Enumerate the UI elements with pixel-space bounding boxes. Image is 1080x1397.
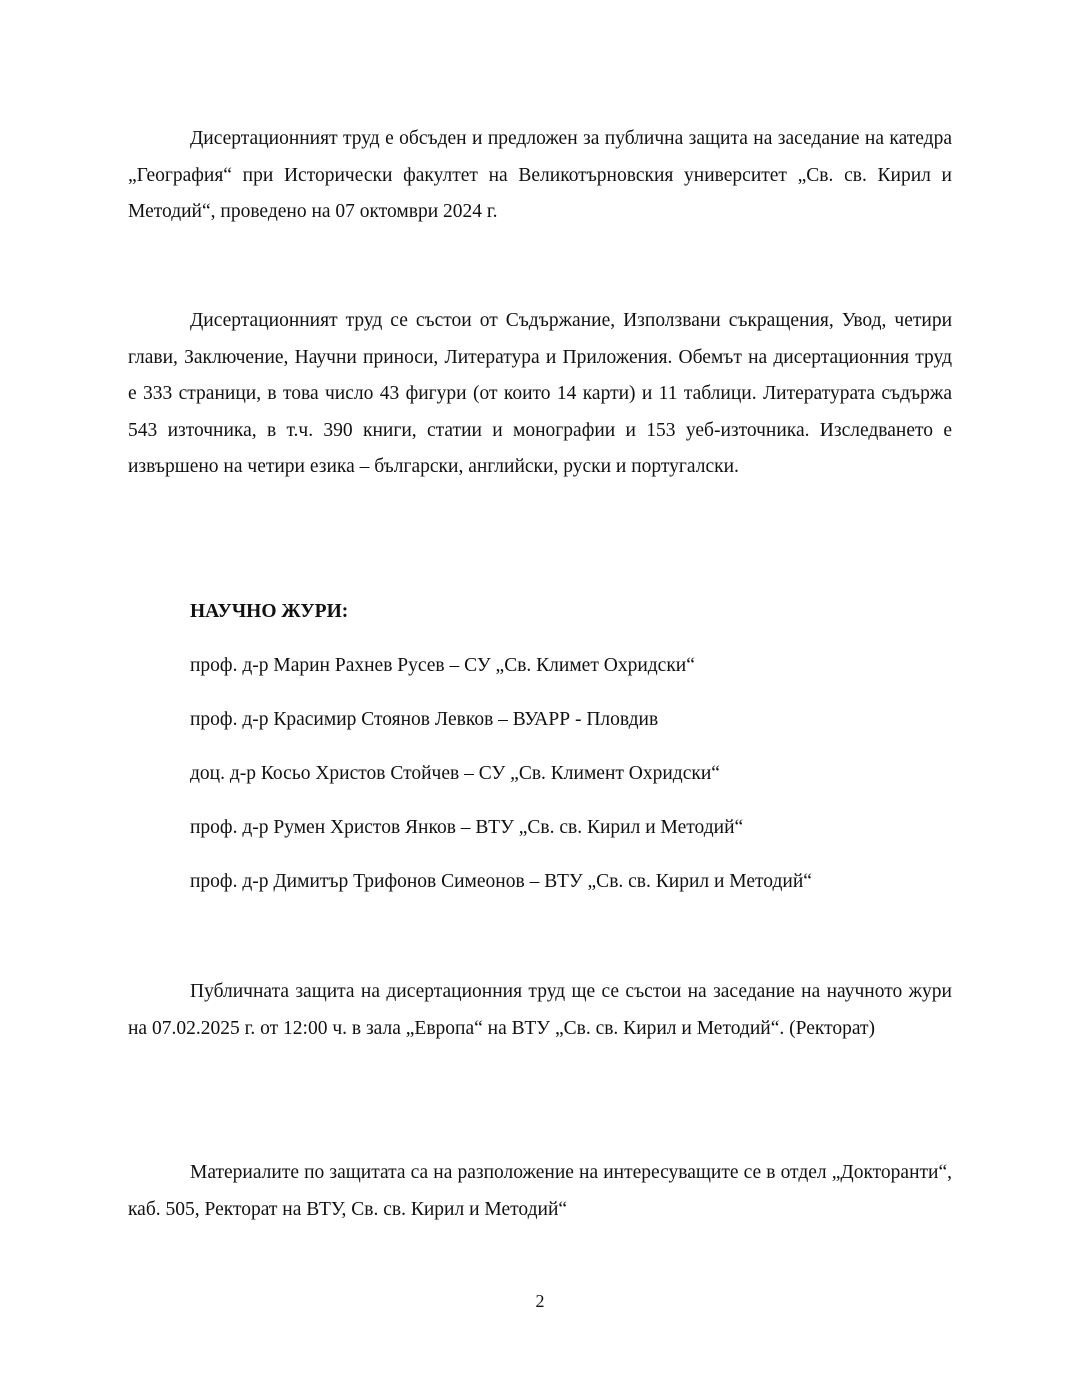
jury-member: проф. д-р Марин Рахнев Русев – СУ „Св. Климет Охридски“	[190, 655, 695, 676]
jury-list	[190, 652, 812, 922]
jury-heading: НАУЧНО ЖУРИ:	[190, 601, 349, 622]
jury-member: доц. д-р Косьо Христов Стойчев – СУ „Св. Климент Охридски“	[190, 763, 720, 784]
jury-member: проф. д-р Румен Христов Янков – ВТУ „Св. св. Кирил и Методий“	[190, 817, 744, 838]
defense-paragraph: Публичната защита на дисертационния труд ще се състои на заседание на научното жури на 07.02.2025 г. от 12:00 ч. в зала „Европа“ на ВТУ „Св. св. Кирил и Методий“. (Ректорат)	[128, 981, 952, 1039]
structure-paragraph: Дисертационният труд се състои от Съдържание, Използвани съкращения, Увод, четири глави, Заключение, Научни приноси, Литература и Приложения. Обемът на дисертационния труд е 333 страници, в това число 43 фигури (от които 14 карти) и 11 таблици. Литературата съдържа 543 източника, в т.ч. 390 книги, статии и монографии и 153 уеб-източника. Изследването е извършено на четири езика – български, английски, руски и португалски.	[128, 310, 952, 478]
jury-member: проф. д-р Димитър Трифонов Симеонов – ВТУ „Св. св. Кирил и Методий“	[190, 871, 812, 892]
discussion-paragraph: Дисертационният труд е обсъден и предложен за публична защита на заседание на катедра „География“ при Исторически факултет на Великотърновския университет „Св. св. Кирил и Методий“, проведено на 07 октомври 2024 г.	[128, 128, 952, 223]
materials-paragraph: Материалите по защитата са на разположение на интересуващите се в отдел „Докторанти“, каб. 505, Ректорат на ВТУ, Св. св. Кирил и Методий“	[128, 1162, 952, 1220]
page-number: 2	[535, 1291, 545, 1311]
jury-member: проф. д-р Красимир Стоянов Левков – ВУАРР - Пловдив	[190, 709, 659, 730]
